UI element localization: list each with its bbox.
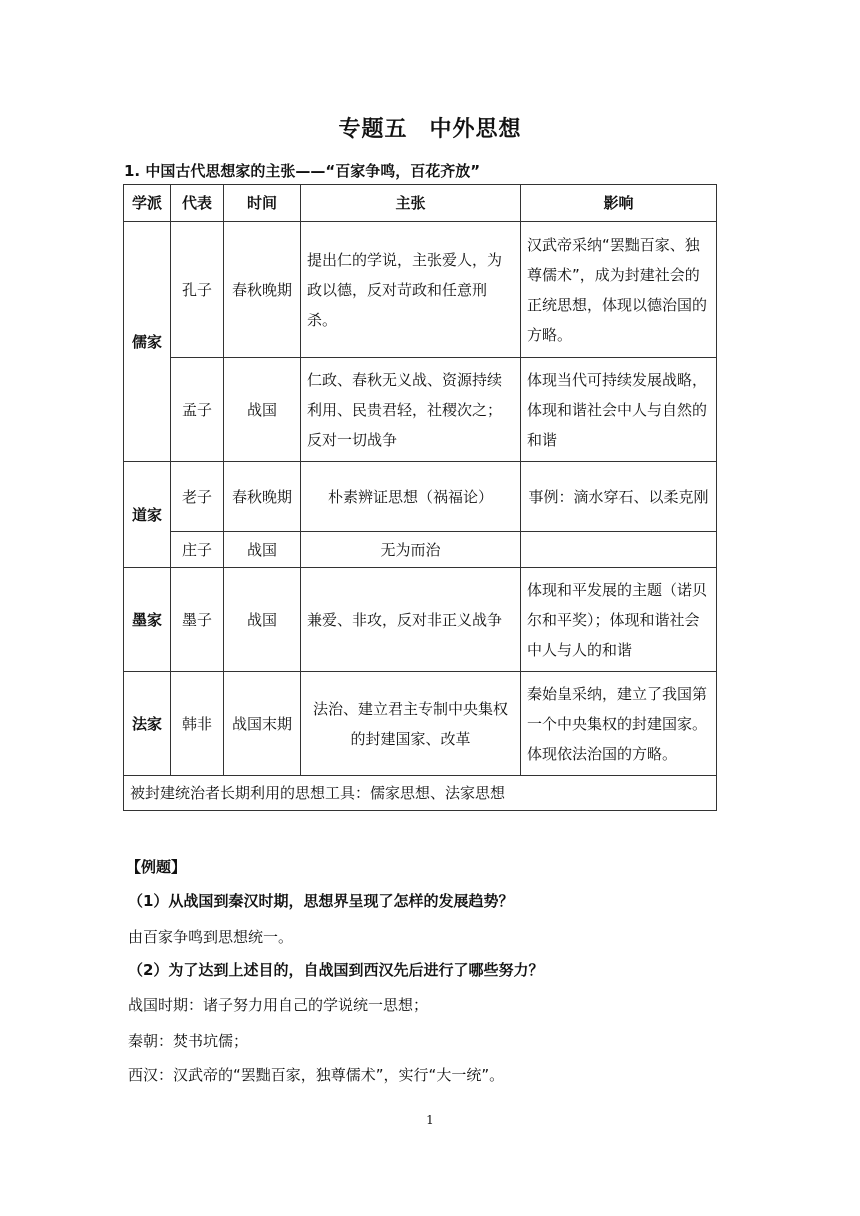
question-1: （1）从战国到秦汉时期，思想界呈现了怎样的发展趋势？ bbox=[128, 892, 514, 910]
thinkers-table bbox=[123, 184, 717, 811]
header-claim: 主张 bbox=[301, 185, 521, 222]
rep-cell: 墨子 bbox=[171, 568, 224, 672]
answer-2-line-1: 战国时期：诸子努力用自己的学说统一思想； bbox=[128, 996, 429, 1014]
header-impact: 影响 bbox=[521, 185, 717, 222]
rep-cell: 孔子 bbox=[171, 222, 224, 358]
table-header-row bbox=[124, 185, 717, 222]
school-cell: 道家 bbox=[124, 462, 171, 568]
answer-2-line-2: 秦朝：焚书坑儒； bbox=[128, 1032, 249, 1050]
time-cell: 战国末期 bbox=[224, 672, 301, 776]
impact-cell: 事例：滴水穿石、以柔克刚 bbox=[521, 462, 717, 532]
impact-cell: 汉武帝采纳“罢黜百家、独尊儒术”，成为封建社会的正统思想，体现以德治国的方略。 bbox=[521, 222, 717, 358]
rep-cell: 老子 bbox=[171, 462, 224, 532]
claim-cell: 朴素辨证思想（祸福论） bbox=[301, 462, 521, 532]
title-part1: 专题五 bbox=[338, 117, 408, 142]
claim-cell: 仁政、春秋无义战、资源持续利用、民贵君轻，社稷次之；反对一切战争 bbox=[301, 358, 521, 462]
impact-cell: 体现当代可持续发展战略，体现和谐社会中人与自然的和谐 bbox=[521, 358, 717, 462]
table-footer-cell: 被封建统治者长期利用的思想工具：儒家思想、法家思想 bbox=[124, 776, 717, 811]
rep-cell: 庄子 bbox=[171, 532, 224, 568]
claim-cell: 无为而治 bbox=[301, 532, 521, 568]
header-school: 学派 bbox=[124, 185, 171, 222]
impact-cell: 秦始皇采纳，建立了我国第一个中央集权的封建国家。体现依法治国的方略。 bbox=[521, 672, 717, 776]
header-rep: 代表 bbox=[171, 185, 224, 222]
table-row bbox=[124, 462, 717, 532]
rep-cell: 韩非 bbox=[171, 672, 224, 776]
time-cell: 战国 bbox=[224, 568, 301, 672]
title-part2: 中外思想 bbox=[429, 117, 522, 142]
section-heading: 1. 中国古代思想家的主张——“百家争鸣，百花齐放” bbox=[124, 162, 481, 180]
page-number: 1 bbox=[426, 1113, 434, 1127]
claim-cell: 法治、建立君主专制中央集权的封建国家、改革 bbox=[301, 672, 521, 776]
time-cell: 春秋晚期 bbox=[224, 222, 301, 358]
table-row bbox=[124, 532, 717, 568]
answer-2-line-3: 西汉：汉武帝的“罢黜百家，独尊儒术”，实行“大一统”。 bbox=[128, 1066, 505, 1084]
question-2: （2）为了达到上述目的，自战国到西汉先后进行了哪些努力？ bbox=[128, 961, 544, 979]
header-time: 时间 bbox=[224, 185, 301, 222]
example-tag: 【例题】 bbox=[126, 858, 187, 876]
time-cell: 战国 bbox=[224, 532, 301, 568]
rep-cell: 孟子 bbox=[171, 358, 224, 462]
claim-cell: 提出仁的学说，主张爱人，为政以德，反对苛政和任意刑杀。 bbox=[301, 222, 521, 358]
school-cell: 法家 bbox=[124, 672, 171, 776]
school-cell: 儒家 bbox=[124, 222, 171, 462]
table-row bbox=[124, 358, 717, 462]
claim-cell: 兼爱、非攻，反对非正义战争 bbox=[301, 568, 521, 672]
table-row bbox=[124, 672, 717, 776]
page-title bbox=[0, 112, 860, 143]
table-row bbox=[124, 568, 717, 672]
school-cell: 墨家 bbox=[124, 568, 171, 672]
answer-1: 由百家争鸣到思想统一。 bbox=[128, 928, 294, 946]
time-cell: 战国 bbox=[224, 358, 301, 462]
table-row bbox=[124, 222, 717, 358]
impact-cell: 体现和平发展的主题（诺贝尔和平奖）；体现和谐社会中人与人的和谐 bbox=[521, 568, 717, 672]
time-cell: 春秋晚期 bbox=[224, 462, 301, 532]
table-footer-row bbox=[124, 776, 717, 811]
impact-cell bbox=[521, 532, 717, 568]
